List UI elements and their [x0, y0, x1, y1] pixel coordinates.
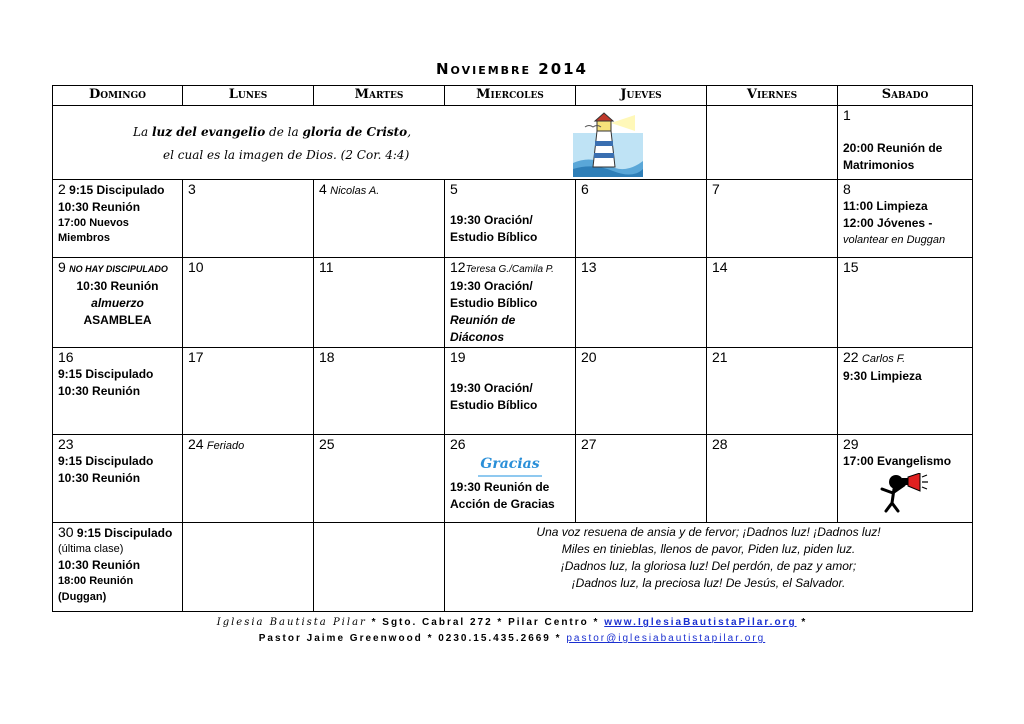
day-cell-1: 1 20:00 Reunión de Matrimonios	[838, 106, 973, 180]
week-row	[53, 523, 973, 612]
day-cell-19: 19 19:30 Oración/ Estudio Bíblico	[445, 348, 576, 435]
week-row	[53, 106, 973, 180]
day-cell-20: 20	[576, 348, 707, 435]
day-cell-24: 24 Feriado	[183, 435, 314, 523]
day-cell-5: 5 19:30 Oración/ Estudio Bíblico	[445, 180, 576, 258]
church-address: * Sgto. Cabral 272 * Pilar Centro *	[371, 617, 600, 628]
day-cell-25: 25	[314, 435, 445, 523]
megaphone-person-icon	[876, 473, 936, 513]
day-cell-21: 21	[707, 348, 838, 435]
pastor-contact: Pastor Jaime Greenwood * 0230.15.435.2669 *	[258, 633, 562, 644]
day-cell-18: 18	[314, 348, 445, 435]
weekday-header-row	[53, 86, 973, 106]
empty-cell	[314, 523, 445, 612]
week-row	[53, 348, 973, 435]
footer-line-1: Iglesia Bautista Pilar * Sgto. Cabral 272 * Pilar Centro * www.IglesiaBautistaPilar.org *	[216, 617, 808, 628]
week-row	[53, 435, 973, 523]
day-cell-16: 16 9:15 Discipulado 10:30 Reunión	[53, 348, 183, 435]
day-cell-4: 4 Nicolas A.	[314, 180, 445, 258]
day-header-jueves: Jueves	[576, 86, 707, 106]
gracias-badge: Gracias	[450, 453, 570, 479]
day-header-miercoles: Miercoles	[445, 86, 576, 106]
day-header-lunes: Lunes	[183, 86, 314, 106]
day-cell-23: 23 9:15 Discipulado 10:30 Reunión	[53, 435, 183, 523]
day-cell-27: 27	[576, 435, 707, 523]
empty-cell	[183, 523, 314, 612]
verse-citation: (2 Cor. 4:4)	[340, 148, 410, 162]
hymn-line: ¡Dadnos luz, la preciosa luz! De Jesús, el Salvador.	[571, 576, 846, 590]
week-row	[53, 258, 973, 348]
event: 20:00 Reunión de Matrimonios	[843, 141, 943, 172]
calendar-grid	[52, 85, 973, 612]
church-name: Iglesia Bautista Pilar	[216, 617, 367, 628]
day-cell-14: 14	[707, 258, 838, 348]
empty-cell	[707, 106, 838, 180]
email-link[interactable]: pastor@iglesiabautistapilar.org	[566, 633, 766, 644]
footer-line-2	[0, 633, 1024, 644]
day-cell-26: 26 Gracias 19:30 Reunión de Acción de Gracias	[445, 435, 576, 523]
verse-line-2: el cual es la imagen de Dios. (2 Cor. 4:4)	[163, 148, 410, 162]
day-cell-6: 6	[576, 180, 707, 258]
day-cell-13: 13	[576, 258, 707, 348]
hymn-line: Miles en tinieblas, llenos de pavor, Piden luz, piden luz.	[561, 542, 856, 556]
hymn-line: Una voz resuena de ansia y de fervor; ¡Dadnos luz! ¡Dadnos luz!	[536, 525, 881, 539]
day-cell-8: 8 11:00 Limpieza 12:00 Jóvenes - volantear en Duggan	[838, 180, 973, 258]
day-header-viernes: Viernes	[707, 86, 838, 106]
day-cell-2: 2 9:15 Discipulado 10:30 Reunión 17:00 Nuevos Miembros	[53, 180, 183, 258]
day-cell-22: 22 Carlos F. 9:30 Limpieza	[838, 348, 973, 435]
day-cell-12: 12Teresa G./Camila P. 19:30 Oración/ Estudio Bíblico Reunión de Diáconos	[445, 258, 576, 348]
week-row	[53, 180, 973, 258]
day-cell-10: 10	[183, 258, 314, 348]
day-cell-30: 30 9:15 Discipulado (última clase) 10:30 Reunión 18:00 Reunión (Duggan)	[53, 523, 183, 612]
verse-line-1: La luz del evangelio de la gloria de Cristo,	[133, 125, 412, 139]
website-link[interactable]: www.IglesiaBautistaPilar.org	[604, 617, 797, 628]
day-cell-15: 15	[838, 258, 973, 348]
day-header-sabado: Sabado	[838, 86, 973, 106]
verse-cell	[53, 106, 576, 180]
calendar-title: Noviembre 2014	[435, 60, 588, 78]
day-cell-9: 9 NO HAY DISCIPULADO 10:30 Reunión almuerzo ASAMBLEA	[53, 258, 183, 348]
day-cell-29: 29 17:00 Evangelismo	[838, 435, 973, 523]
day-cell-7: 7	[707, 180, 838, 258]
day-cell-28: 28	[707, 435, 838, 523]
day-cell-3: 3	[183, 180, 314, 258]
day-header-domingo: Domingo	[53, 86, 183, 106]
hymn-line: ¡Dadnos luz, la gloriosa luz! Del perdón, de paz y amor;	[560, 559, 857, 573]
day-cell-11: 11	[314, 258, 445, 348]
lighthouse-icon	[573, 111, 643, 177]
day-cell-17: 17	[183, 348, 314, 435]
day-header-martes: Martes	[314, 86, 445, 106]
hymn-cell	[445, 523, 973, 612]
